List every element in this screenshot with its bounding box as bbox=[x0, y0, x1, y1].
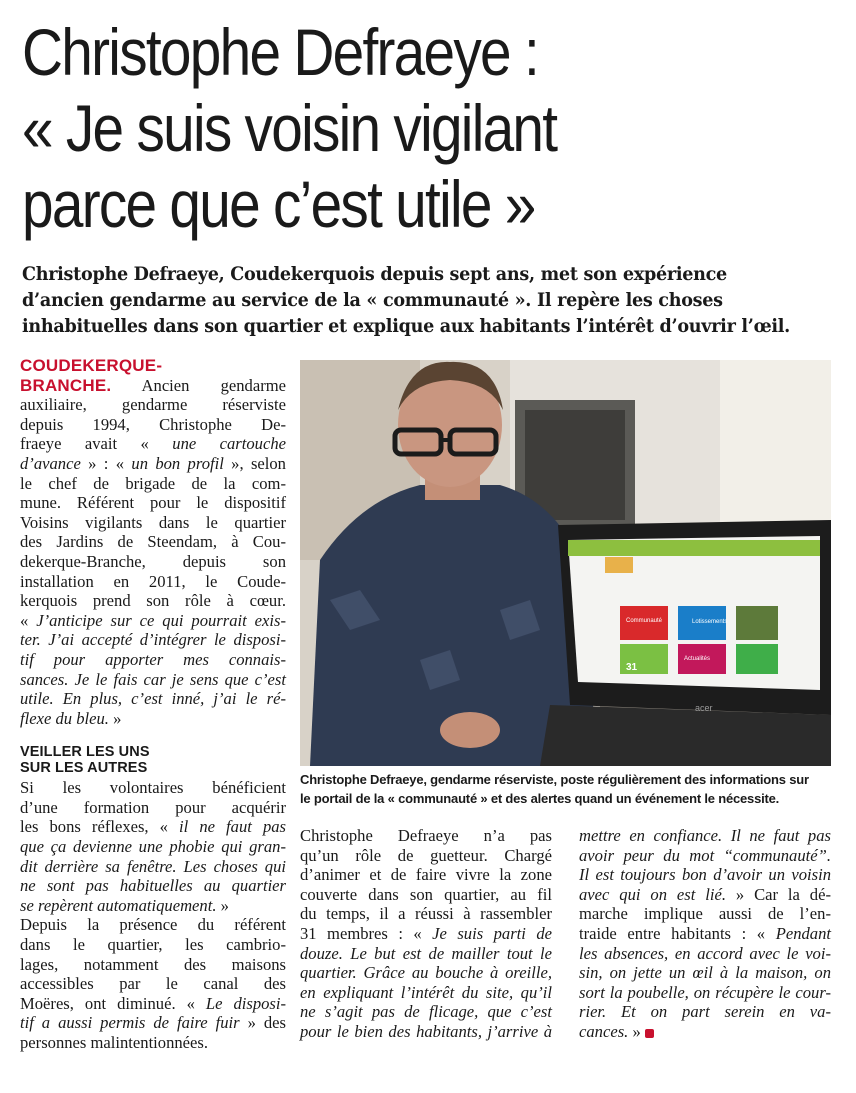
quote: une cartouche bbox=[172, 434, 286, 454]
text-line: Voisins vigilants dans le quartier bbox=[20, 512, 286, 532]
quote: avec qui on est lié. bbox=[579, 884, 726, 904]
text: fraeye avait « bbox=[20, 434, 173, 454]
subheading bbox=[20, 744, 286, 776]
text-line: d’animer et de faire vivre la zone bbox=[300, 865, 552, 885]
text: » bbox=[216, 895, 229, 915]
text-line bbox=[20, 376, 286, 396]
text-line: accessibles par le canal des bbox=[20, 974, 286, 994]
text-line: installation en 2011, le Coude- bbox=[20, 571, 286, 591]
headline-line: Christophe Defraeye : bbox=[22, 15, 538, 89]
subheading-line: SUR LES AUTRES bbox=[20, 760, 148, 777]
text-line: utile. En plus, c’est inné, j’ai le ré- bbox=[20, 689, 286, 709]
text-line: ne sont pas habituelles au quartier bbox=[20, 876, 286, 896]
text: Moëres, ont diminué. « bbox=[20, 993, 206, 1013]
laptop-brand: acer bbox=[695, 703, 713, 713]
headline bbox=[22, 14, 727, 242]
text-line bbox=[579, 924, 831, 944]
text-line: quartier. Grâce au bouche à oreille, bbox=[300, 963, 552, 983]
text-line: depuis 1994, Christophe De- bbox=[20, 414, 286, 434]
text: », selon bbox=[223, 453, 286, 473]
text-line: des Jardins de Steendam, à Cou- bbox=[20, 532, 286, 552]
text-line bbox=[579, 1022, 831, 1042]
text-line: auxiliaire, gendarme réserviste bbox=[20, 395, 286, 415]
headline-line: « Je suis voisin vigilant bbox=[22, 91, 557, 165]
text-line: marche implique aussi de l’en- bbox=[579, 904, 831, 924]
article-photo bbox=[300, 360, 831, 766]
text-line: mettre en confiance. Il ne faut pas bbox=[579, 826, 831, 845]
text-line: dekerque-Branche, depuis son bbox=[20, 551, 286, 571]
photo-illustration bbox=[300, 360, 831, 766]
text-line bbox=[20, 994, 286, 1014]
text-line: rier. Et on part serein en va- bbox=[579, 1002, 831, 1022]
chapo-line: inhabituelles dans son quartier et explique aux habitants l’intérêt d’ouvrir l’œil. bbox=[22, 316, 791, 337]
text: 31 membres : « bbox=[300, 923, 433, 943]
text: » bbox=[108, 708, 122, 728]
text-line: du temps, il a réussi à rassembler bbox=[300, 904, 552, 924]
text-line: tif pour apporter mes connais- bbox=[20, 649, 286, 669]
dateline: COUDEKERQUE- bbox=[20, 356, 163, 375]
text-line: le chef de brigade de la com- bbox=[20, 473, 286, 493]
article-column-3 bbox=[579, 826, 831, 1042]
quote: d’avance bbox=[20, 453, 81, 473]
text-line: Depuis la présence du référent bbox=[20, 915, 286, 935]
caption-line: le portail de la « communauté » et des alertes quand un événement le nécessite. bbox=[300, 791, 780, 806]
quote: cances. bbox=[579, 1021, 629, 1041]
text-line: ter. J’ai accepté d’intégrer le disposi- bbox=[20, 630, 286, 650]
text-line: douze. Le but est de mailler tout le bbox=[300, 943, 552, 963]
text: » bbox=[628, 1021, 641, 1041]
text-line bbox=[20, 709, 286, 729]
text-line bbox=[20, 454, 286, 474]
chapo bbox=[22, 262, 796, 340]
dateline: BRANCHE. bbox=[20, 375, 112, 395]
screen-tile-count: 31 bbox=[626, 662, 638, 673]
text-line bbox=[20, 896, 286, 916]
text-line: avoir peur du mot “communauté”. bbox=[579, 845, 831, 865]
text: les bons réflexes, « bbox=[20, 817, 180, 837]
text-line: que ça devienne une phobie qui gran- bbox=[20, 837, 286, 857]
text-line: ne s’agit pas de flicage, que c’est bbox=[300, 1002, 552, 1022]
quote: tif a aussi permis de faire fuir bbox=[20, 1013, 240, 1033]
text-line: sances. Je le fais car je sens que c’est bbox=[20, 669, 286, 689]
text-line: personnes malintentionnées. bbox=[20, 1033, 209, 1052]
text-line: couverte dans son quartier, au fil bbox=[300, 884, 552, 904]
text-line bbox=[300, 924, 552, 944]
text-line bbox=[20, 611, 286, 631]
screen-tile-label: Communauté bbox=[626, 618, 663, 624]
quote: il ne faut pas bbox=[179, 817, 286, 837]
text-line: sort la poubelle, on récupère le cour- bbox=[579, 982, 831, 1002]
screen-tile-label: Lotissements bbox=[692, 619, 728, 625]
text-line bbox=[20, 356, 286, 376]
end-of-article-mark bbox=[645, 1029, 654, 1038]
text-line: pour le bien des habitants, j’arrive à bbox=[300, 1021, 552, 1041]
text: » Car la dé- bbox=[725, 884, 831, 904]
quote: J’anticipe sur ce qui pourrait exis- bbox=[36, 610, 286, 630]
text: Ancien gendarme bbox=[111, 375, 286, 395]
text-line: dit derrière sa fenêtre. Les choses qui bbox=[20, 856, 286, 876]
chapo-line: d’ancien gendarme au service de la « communauté ». Il repère les choses bbox=[22, 290, 723, 311]
text-line bbox=[20, 434, 286, 454]
text: « bbox=[20, 610, 37, 630]
text-line: d’une formation pour acquérir bbox=[20, 797, 286, 817]
quote: flexe du bleu. bbox=[20, 708, 109, 728]
text-line: kerquois prend son rôle à cœur. bbox=[20, 591, 286, 611]
text-line: Christophe Defraeye n’a pas bbox=[300, 826, 552, 845]
text-line: dans le quartier, les cambrio- bbox=[20, 935, 286, 955]
photo-caption bbox=[300, 770, 835, 808]
text-line: Il est toujours bon d’avoir un voisin bbox=[579, 865, 831, 885]
screen-tile-label: Actualités bbox=[684, 656, 711, 662]
text: » des bbox=[239, 1013, 287, 1033]
quote: un bon profil bbox=[131, 453, 224, 473]
quote: Le disposi- bbox=[205, 993, 287, 1013]
headline-line: parce que c’est utile » bbox=[22, 167, 535, 241]
text-line: les absences, en accord avec le voi- bbox=[579, 943, 831, 963]
text-line: sin, on jette un œil à la maison, on bbox=[579, 963, 831, 983]
text: » : « bbox=[80, 453, 132, 473]
text-line bbox=[20, 1013, 286, 1033]
text: traide entre habitants : « bbox=[579, 923, 776, 943]
text-line: mune. Référent pour le dispositif bbox=[20, 493, 286, 513]
quote: Pendant bbox=[775, 923, 831, 943]
text-line: qu’un rôle de guetteur. Chargé bbox=[300, 845, 552, 865]
text-line: Si les volontaires bénéficient bbox=[20, 778, 286, 798]
text-line: en expliquant l’intérêt du site, qu’il bbox=[300, 982, 552, 1002]
text-line bbox=[579, 885, 831, 905]
caption-line: Christophe Defraeye, gendarme réserviste, poste régulièrement des informations sur bbox=[300, 772, 809, 787]
quote: Je suis parti de bbox=[432, 923, 553, 943]
chapo-line: Christophe Defraeye, Coudekerquois depuis sept ans, met son expérience bbox=[22, 264, 727, 285]
text-line bbox=[20, 817, 286, 837]
article-column-2 bbox=[300, 826, 552, 1042]
text-line: lages, notamment des maisons bbox=[20, 954, 286, 974]
quote: se repèrent automatiquement. bbox=[20, 895, 217, 915]
subheading-line: VEILLER LES UNS bbox=[20, 744, 150, 761]
article-column-1 bbox=[20, 356, 286, 1053]
